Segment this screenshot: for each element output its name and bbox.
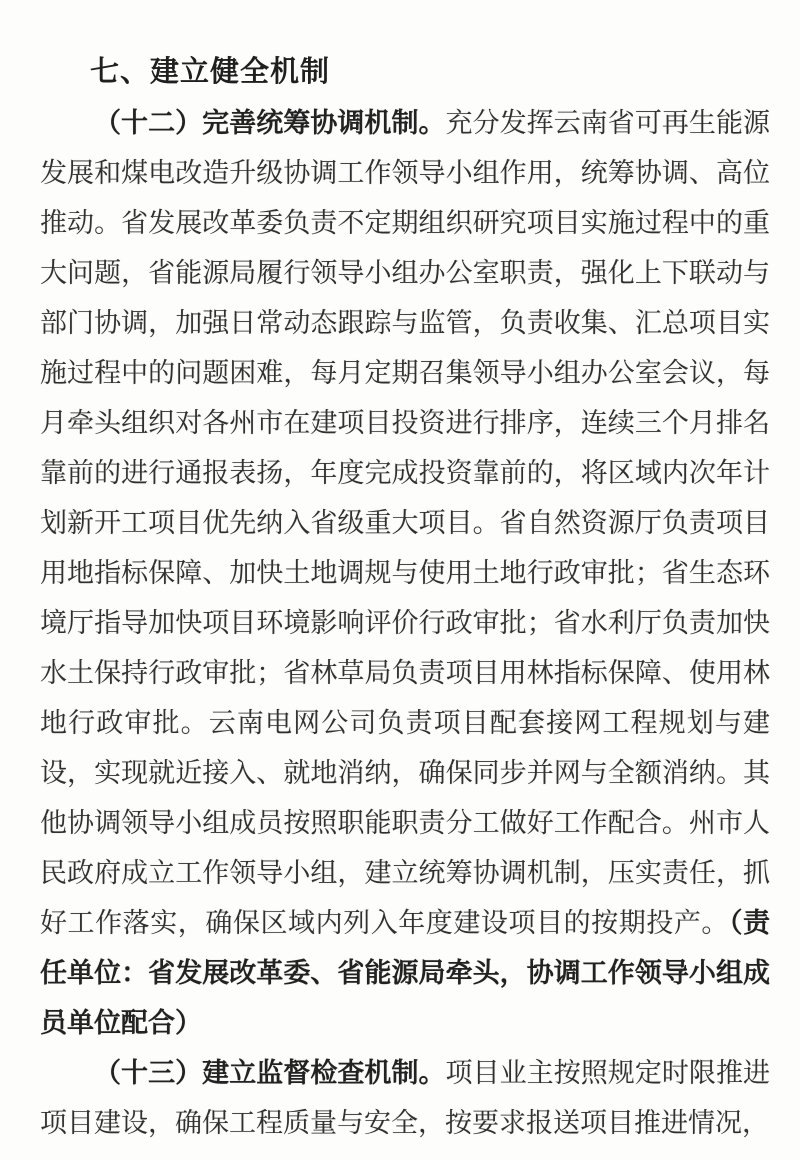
paragraph-13-body: 项目业主按照规定时限推进项目建设，确保工程质量与安全，按要求报送项目推进情况， [40,1058,771,1138]
paragraph-12 [40,98,770,1048]
paragraph-13 [40,1048,770,1148]
paragraph-12-responsibility-clause: （责任单位：省发展改革委、省能源局牵头，协调工作领导小组成员单位配合） [40,908,771,1038]
section-heading: 七、建立健全机制 [90,56,331,88]
paragraph-12-body: 充分发挥云南省可再生能源发展和煤电改造升级协调工作领导小组作用，统筹协调、高位推动。省发展改革委负责不定期组织研究项目实施过程中的重大问题，省能源局履行领导小组办公室职责，强化上下联动与部门协调，加强日常动态跟踪与监管，负责收集、汇总项目实施过程中的问题困难，每月定期召集领导小组办公室会议，每月牵头组织对各州市在建项目投资进行排序，连续三个月排名靠前的进行通报表扬，年度完成投资靠前的，将区域内次年计划新开工项目优先纳入省级重大项目。省自然资源厅负责项目用地指标保障、加快土地调规与使用土地行政审批；省生态环境厅指导加快项目环境影响评价行政审批；省水利厅负责加快水土保持行政审批；省林草局负责项目用林指标保障、使用林地行政审批。云南电网公司负责项目配套接网工程规划与建设，实现就近接入、就地消纳，确保同步并网与全额消纳。其他协调领导小组成员按照职能职责分工做好工作配合。州市人民政府成立工作领导小组，建立统筹协调机制，压实责任，抓好工作落实，确保区域内列入年度建设项目的按期投产。 [40,108,771,938]
paragraph-12-lead: （十二）完善统筹协调机制。 [94,108,446,138]
paragraph-13-lead: （十三）建立监督检查机制。 [94,1058,446,1088]
